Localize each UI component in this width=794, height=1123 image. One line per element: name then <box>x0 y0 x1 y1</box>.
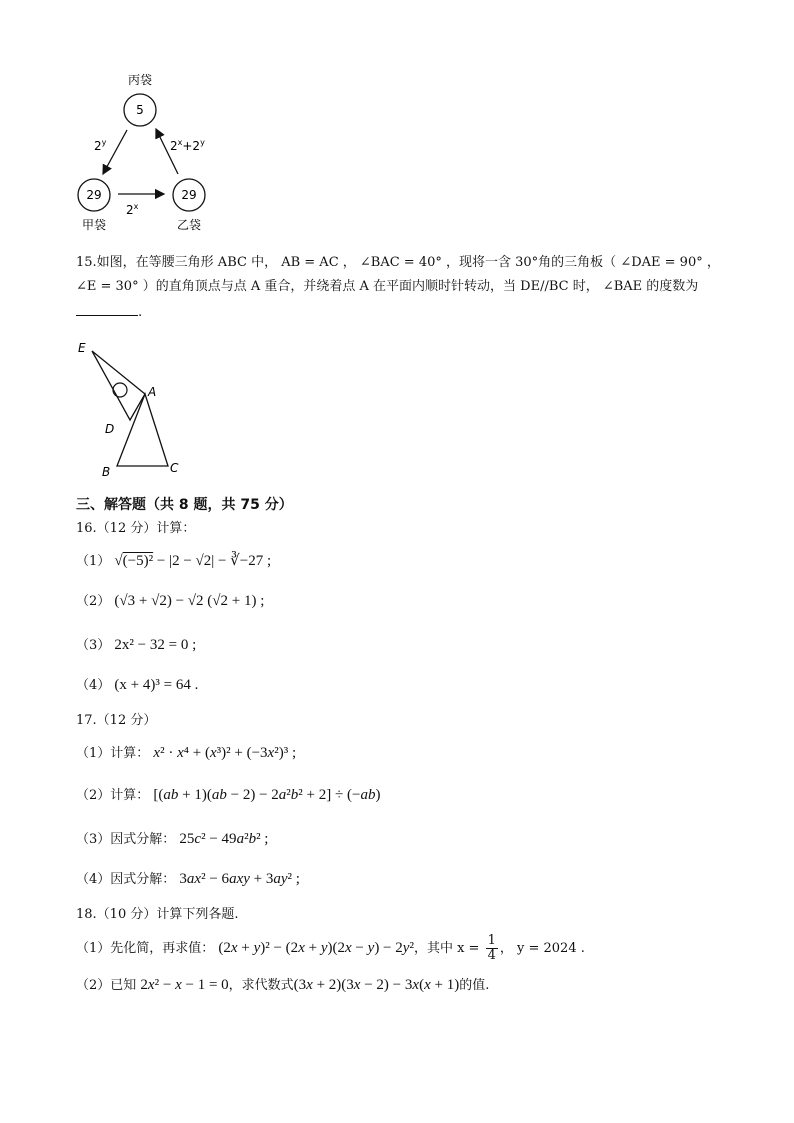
arrow-label-2x-plus-2y: $2^x+2^y$ <box>170 138 205 153</box>
label-a: A <box>148 385 157 399</box>
q16-part3: （3） 2x² − 32 = 0 ; <box>76 637 197 653</box>
q17-head: 17.（12 分） <box>76 713 157 728</box>
set-square-ade <box>92 351 145 420</box>
bag-yi-label: 乙袋 <box>176 218 202 232</box>
q18-fraction-one-quarter: $\frac{1}{4}$ <box>487 933 496 963</box>
set-square-hole <box>113 383 127 397</box>
q18-part1-math: (2x + y)² − (2x + y)(2x − y) − 2y² <box>218 940 414 956</box>
q15-answer-blank[interactable] <box>76 303 138 316</box>
arrow-label-2y: 2$^y$ <box>94 138 107 153</box>
q17-part2: （2）计算： [(ab + 1)(ab − 2) − 2a²b² + 2] ÷ (−ab) <box>76 787 381 803</box>
bag-bing-label: 丙袋 <box>127 73 153 87</box>
q16-part4-math: (x + 4)³ = 64 . <box>114 677 199 693</box>
q18-part2-expression: (3x + 2)(3x − 2) − 3x(x + 1) <box>293 977 460 993</box>
q17-part1: （1）计算： x² · x⁴ + (x³)² + (−3x²)³ ; <box>76 745 297 761</box>
q15-triangle-figure <box>70 338 190 478</box>
bag-jia-value: 29 <box>86 188 102 202</box>
q17-part4: （4）因式分解： 3ax² − 6axy + 3ay² ; <box>76 871 300 887</box>
section3-title: 三、解答题（共 8 题，共 75 分） <box>76 497 293 513</box>
q18-part1: （1）先化简，再求值： (2x + y)² − (2x + y)(2x − y) − 2y²，其中 x = $\frac{1}{4}$ ， y = 2024 . <box>76 933 585 963</box>
q16-part3-math: 2x² − 32 = 0 ; <box>114 637 197 653</box>
q15-line2: ∠E = 30° ）的直角顶点与点 A 重合，并绕着点 A 在平面内顺时针转动，当 DE//BC 时， ∠BAE 的度数为 <box>76 279 699 294</box>
q15-answer-line: . <box>76 303 142 322</box>
bag-bing-value: 5 <box>136 103 144 117</box>
q16-part4: （4） (x + 4)³ = 64 . <box>76 677 199 693</box>
bag-yi-value: 29 <box>181 188 197 202</box>
q17-part4-math: 3ax² − 6axy + 3ay² ; <box>179 871 300 887</box>
label-b: B <box>102 465 111 478</box>
arrow-bing-to-jia <box>103 130 127 174</box>
label-d: D <box>105 422 115 436</box>
q17-part2-math: [(ab + 1)(ab − 2) − 2a²b² + 2] ÷ (−ab) <box>153 787 381 803</box>
q16-head: 16.（12 分）计算： <box>76 521 196 536</box>
q16-part1-math: √(−5)² − |2 − √2| − ∛−27 ; <box>114 553 272 569</box>
label-c: C <box>170 461 179 475</box>
q15-line1: 15.如图，在等腰三角形 ABC 中， AB = AC ， ∠BAC = 40° ，现将一含 30°角的三角板（ ∠DAE = 90° ， <box>76 255 720 270</box>
bag-transfer-diagram <box>70 66 230 234</box>
arrow-label-2x: 2$^x$ <box>126 202 139 217</box>
q17-part3-math: 25c² − 49a²b² ; <box>179 831 269 847</box>
label-e: E <box>78 341 86 355</box>
q18-part2: （2）已知 2x² − x − 1 = 0，求代数式(3x + 2)(3x − 2) − 3x(x + 1)的值. <box>76 977 490 993</box>
q17-part3: （3）因式分解： 25c² − 49a²b² ; <box>76 831 269 847</box>
q18-head: 18.（10 分）计算下列各题. <box>76 907 239 922</box>
q16-part2-math: (√3 + √2) − √2 (√2 + 1) ; <box>114 593 265 609</box>
bag-jia-label: 甲袋 <box>81 218 107 232</box>
triangle-abc <box>117 394 168 466</box>
q16-part2: （2） (√3 + √2) − √2 (√2 + 1) ; <box>76 593 265 609</box>
q18-part2-condition: 2x² − x − 1 = 0 <box>140 977 229 993</box>
q16-part1: （1） √(−5)² − |2 − √2| − ∛−27 ; <box>76 553 272 569</box>
q17-part1-math: x² · x⁴ + (x³)² + (−3x²)³ ; <box>153 745 297 761</box>
